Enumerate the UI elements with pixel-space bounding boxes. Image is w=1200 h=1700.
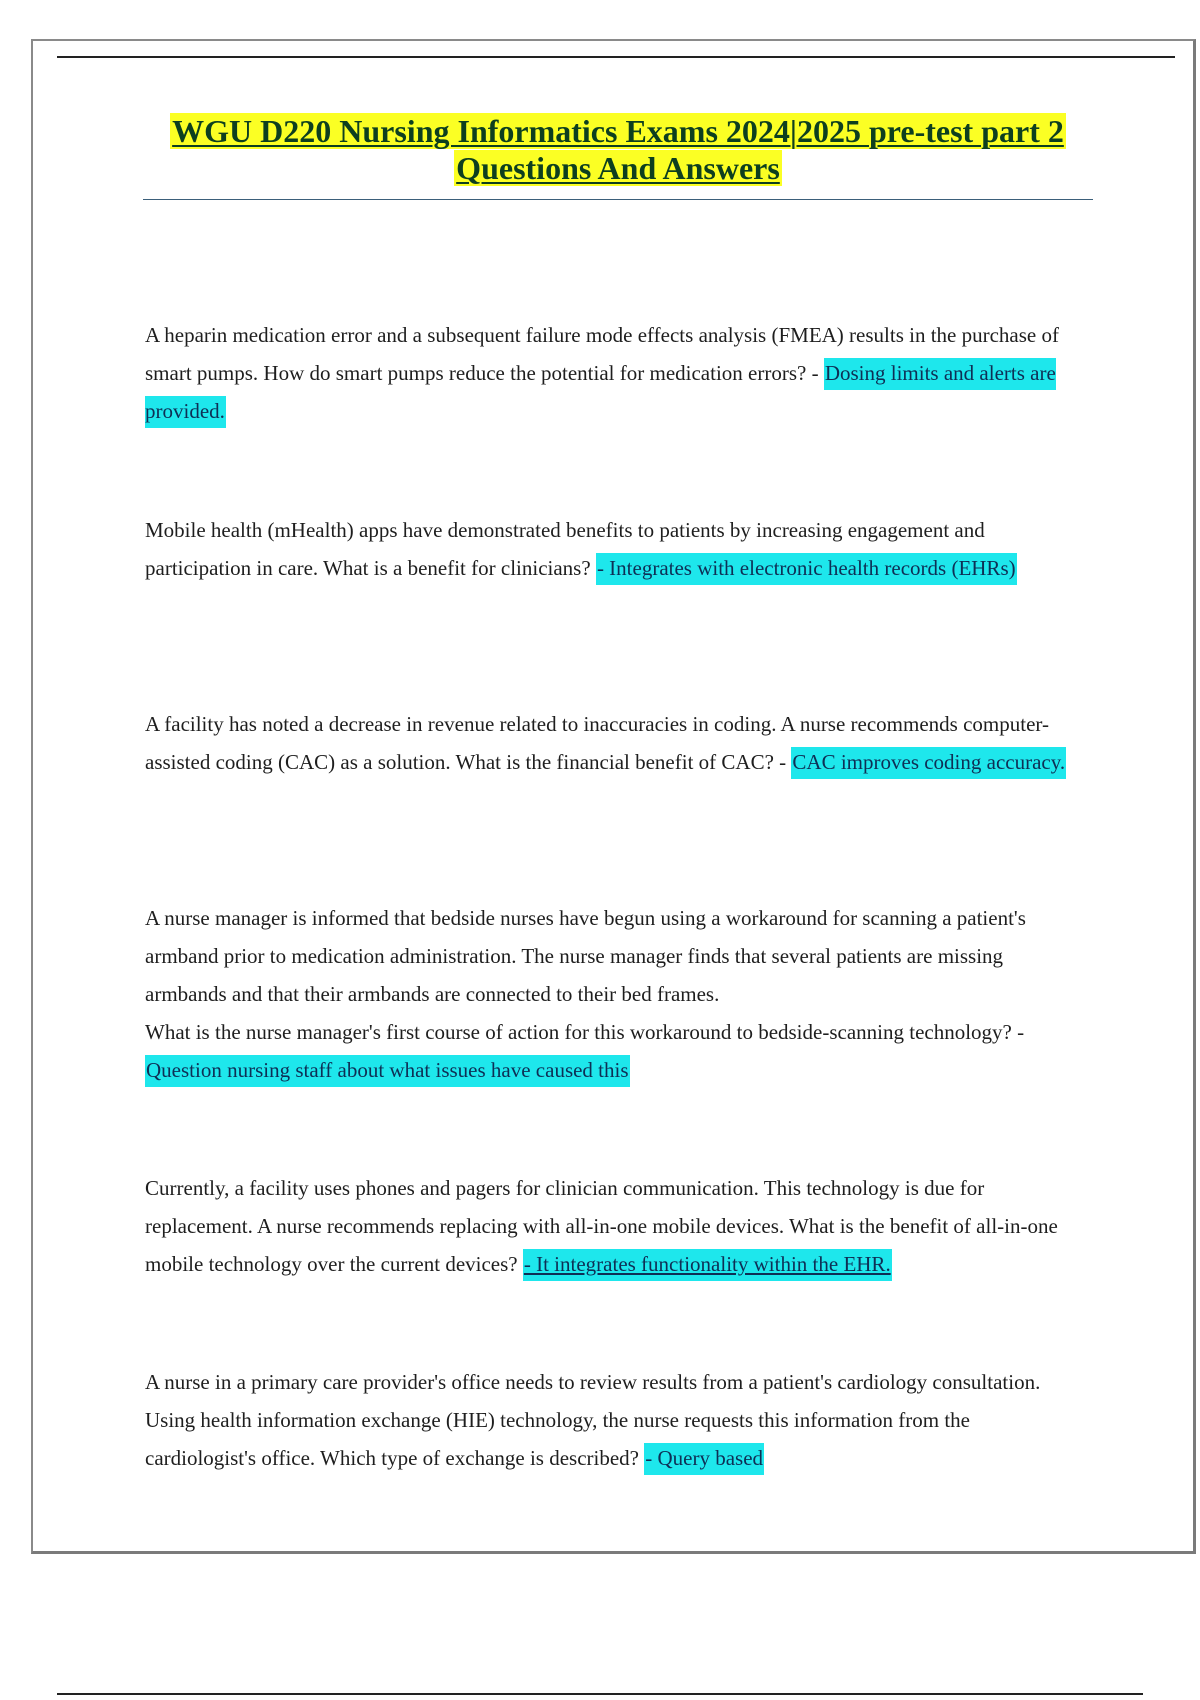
document-page	[31, 39, 1196, 1554]
question-text: A nurse in a primary care provider's office needs to review results from a patient's cardiology consultation. Using health information exchange (HIE) technology, the nurse requests this information from the cardiologist's office. Which type of exchange is described?	[145, 1370, 1041, 1470]
qa-item-smart-pumps	[145, 316, 1080, 430]
top-divider	[57, 56, 1175, 58]
bottom-divider	[57, 1693, 1143, 1695]
answer-highlight: Dosing limits and alerts are provided.	[145, 358, 1056, 428]
question-text-part-2: What is the nurse manager's first course of action for this workaround to bedside-scanning technology? -	[145, 1020, 1025, 1044]
question-text-part-1: A nurse manager is informed that bedside nurses have begun using a workaround for scanning a patient's armband prior to medication administration. The nurse manager finds that several patients are missing armbands and that their armbands are connected to their bed frames.	[145, 906, 1026, 1006]
title-line-1: WGU D220 Nursing Informatics Exams 2024|2025 pre-test part 2	[172, 113, 1064, 149]
title-underline-divider	[143, 199, 1093, 200]
qa-item-mhealth	[145, 511, 1080, 587]
document-title	[143, 113, 1093, 187]
qa-item-cac	[145, 705, 1080, 781]
qa-item-workaround	[145, 899, 1080, 1089]
answer-highlight: - Query based	[644, 1443, 764, 1475]
qa-item-mobile-devices	[145, 1169, 1080, 1283]
answer-highlight: - Integrates with electronic health records (EHRs)	[596, 553, 1017, 585]
question-text: Currently, a facility uses phones and pagers for clinician communication. This technology is due for replacement. A nurse recommends replacing with all-in-one mobile devices. What is the benefit of all-in-one mobile technology over the current devices?	[145, 1176, 1058, 1276]
answer-highlight: Question nursing staff about what issues have caused this	[145, 1055, 630, 1087]
answer-highlight: CAC improves coding accuracy.	[791, 747, 1066, 779]
qa-item-hie	[145, 1363, 1080, 1477]
question-text: A facility has noted a decrease in revenue related to inaccuracies in coding. A nurse recommends computer-assisted coding (CAC) as a solution. What is the financial benefit of CAC? -	[145, 712, 1049, 774]
question-text: A heparin medication error and a subsequent failure mode effects analysis (FMEA) results in the purchase of smart pumps. How do smart pumps reduce the potential for medication errors? -	[145, 323, 1059, 385]
title-line-2: Questions And Answers	[456, 150, 780, 186]
answer-highlight: - It integrates functionality within the EHR.	[523, 1249, 892, 1281]
question-text: Mobile health (mHealth) apps have demonstrated benefits to patients by increasing engagement and participation in care. What is a benefit for clinicians?	[145, 518, 985, 580]
